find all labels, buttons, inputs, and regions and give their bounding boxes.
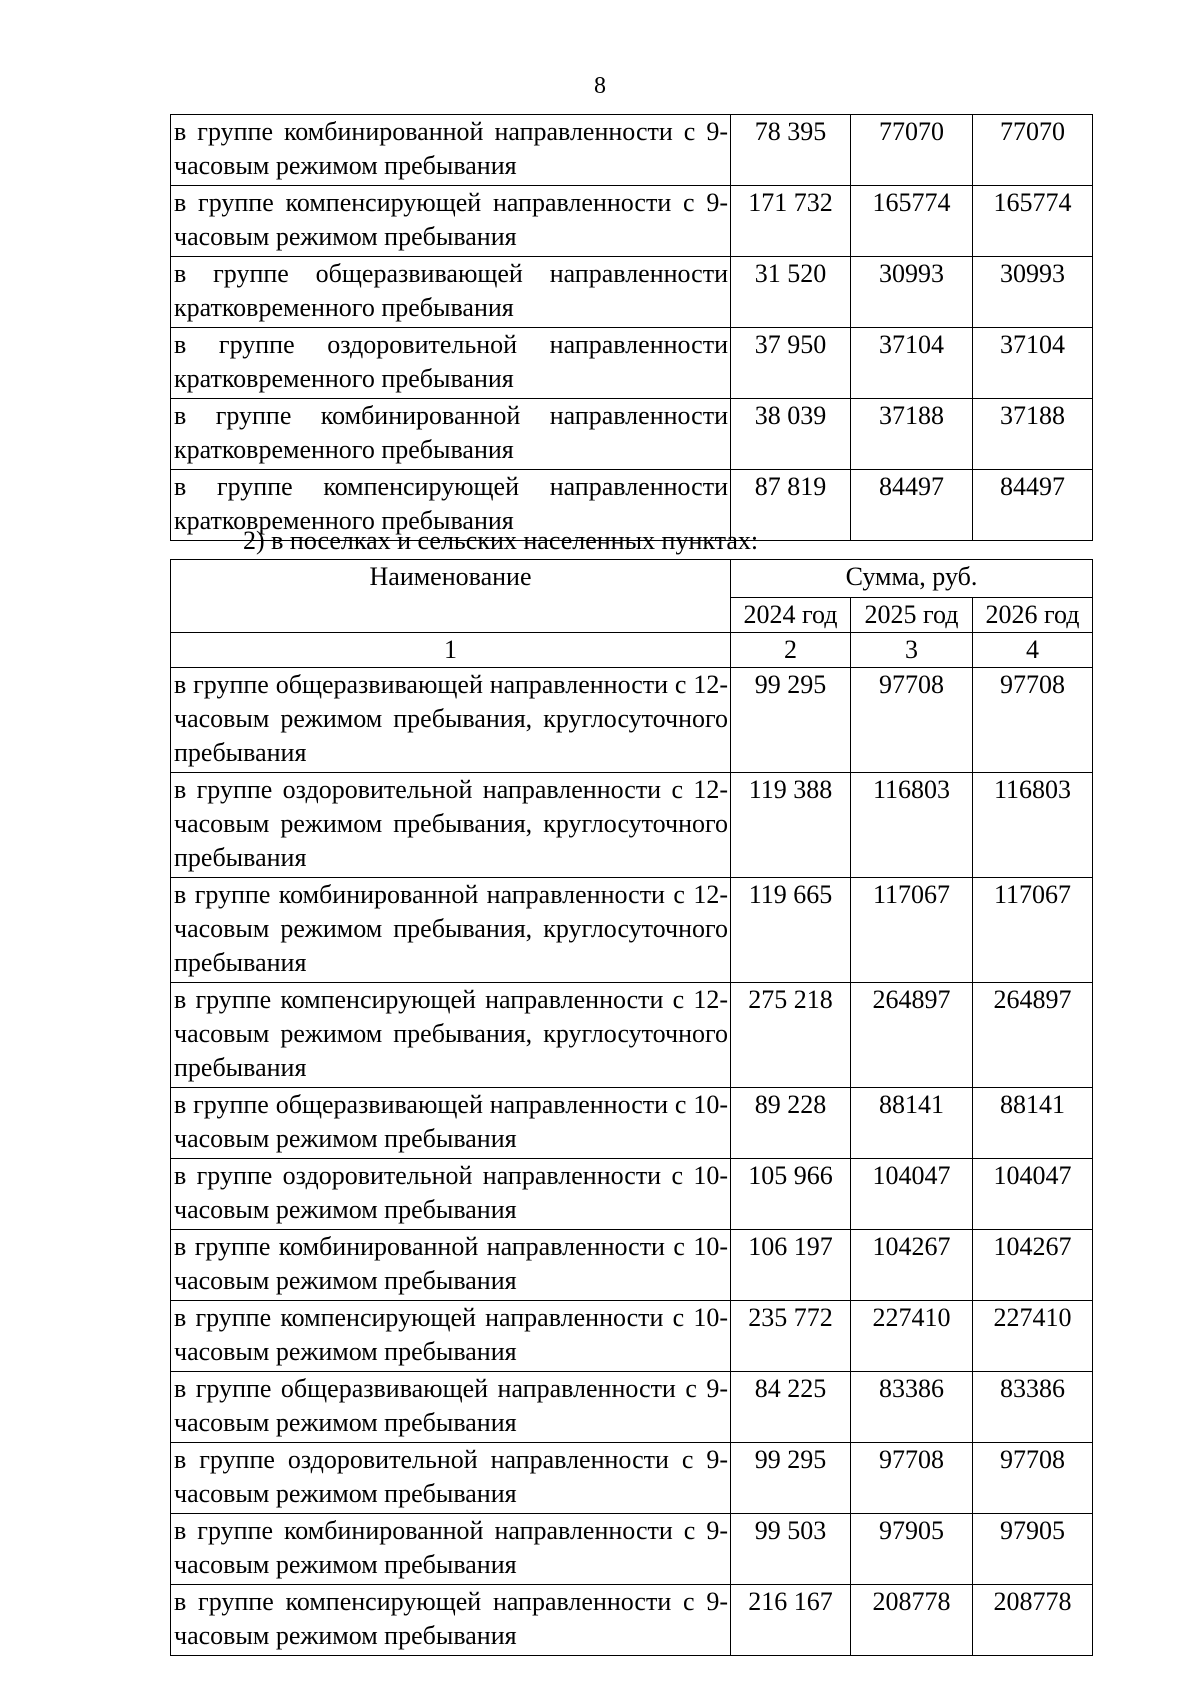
row-name: в группе компенсирующей направленности с 10-часовым режимом пребывания	[171, 1301, 731, 1372]
table-row	[171, 1230, 1093, 1301]
value-2024: 89 228	[731, 1088, 851, 1159]
value-2025: 165774	[851, 186, 973, 257]
value-2026: 116803	[973, 773, 1093, 878]
value-2024: 105 966	[731, 1159, 851, 1230]
table-row	[171, 983, 1093, 1088]
value-2026: 117067	[973, 878, 1093, 983]
value-2026: 104267	[973, 1230, 1093, 1301]
value-2024: 171 732	[731, 186, 851, 257]
table-row	[171, 115, 1093, 186]
row-name: в группе компенсирующей направленности с 9-часовым режимом пребывания	[171, 1585, 731, 1656]
row-name: в группе оздоровительной направленности с 9-часовым режимом пребывания	[171, 1443, 731, 1514]
header-sum: Сумма, руб.	[731, 560, 1093, 598]
value-2025: 117067	[851, 878, 973, 983]
value-2026: 97708	[973, 1443, 1093, 1514]
row-name: в группе общеразвивающей направленности кратковременного пребывания	[171, 257, 731, 328]
table-row	[171, 257, 1093, 328]
table-row	[171, 1372, 1093, 1443]
header-name: Наименование	[171, 560, 731, 633]
value-2025: 83386	[851, 1372, 973, 1443]
row-name: в группе общеразвивающей направленности с 9-часовым режимом пребывания	[171, 1372, 731, 1443]
value-2024: 216 167	[731, 1585, 851, 1656]
table-row	[171, 1443, 1093, 1514]
value-2025: 97905	[851, 1514, 973, 1585]
value-2026: 264897	[973, 983, 1093, 1088]
value-2026: 83386	[973, 1372, 1093, 1443]
value-2024: 31 520	[731, 257, 851, 328]
value-2024: 119 388	[731, 773, 851, 878]
value-2026: 165774	[973, 186, 1093, 257]
header-year: 2024 год	[731, 598, 851, 633]
column-number: 2	[731, 633, 851, 668]
value-2026: 97708	[973, 668, 1093, 773]
value-2024: 235 772	[731, 1301, 851, 1372]
value-2025: 227410	[851, 1301, 973, 1372]
value-2025: 264897	[851, 983, 973, 1088]
value-2025: 97708	[851, 668, 973, 773]
table-row	[171, 328, 1093, 399]
value-2024: 87 819	[731, 470, 851, 541]
value-2024: 84 225	[731, 1372, 851, 1443]
value-2024: 99 295	[731, 668, 851, 773]
row-name: в группе общеразвивающей направленности с 12-часовым режимом пребывания, круглосуточного пребывания	[171, 668, 731, 773]
value-2026: 30993	[973, 257, 1093, 328]
value-2024: 119 665	[731, 878, 851, 983]
value-2026: 227410	[973, 1301, 1093, 1372]
value-2025: 37104	[851, 328, 973, 399]
value-2025: 37188	[851, 399, 973, 470]
row-name: в группе оздоровительной направленности с 10-часовым режимом пребывания	[171, 1159, 731, 1230]
table-row	[171, 668, 1093, 773]
row-name: в группе компенсирующей направленности с 9-часовым режимом пребывания	[171, 186, 731, 257]
row-name: в группе комбинированной направленности с 9-часовым режимом пребывания	[171, 115, 731, 186]
table-row	[171, 1159, 1093, 1230]
value-2026: 104047	[973, 1159, 1093, 1230]
column-number: 1	[171, 633, 731, 668]
row-name: в группе комбинированной направленности с 10-часовым режимом пребывания	[171, 1230, 731, 1301]
row-name: в группе оздоровительной направленности с 12-часовым режимом пребывания, круглосуточного пребывания	[171, 773, 731, 878]
main-table	[170, 559, 1093, 1656]
header-year: 2026 год	[973, 598, 1093, 633]
value-2025: 84497	[851, 470, 973, 541]
value-2025: 88141	[851, 1088, 973, 1159]
top-table	[170, 114, 1093, 541]
row-name: в группе комбинированной направленности с 9-часовым режимом пребывания	[171, 1514, 731, 1585]
value-2024: 99 503	[731, 1514, 851, 1585]
table-row	[171, 186, 1093, 257]
value-2024: 37 950	[731, 328, 851, 399]
value-2026: 37104	[973, 328, 1093, 399]
table-row	[171, 1585, 1093, 1656]
value-2026: 84497	[973, 470, 1093, 541]
value-2025: 104047	[851, 1159, 973, 1230]
header-year: 2025 год	[851, 598, 973, 633]
row-name: в группе оздоровительной направленности кратковременного пребывания	[171, 328, 731, 399]
table-row	[171, 1301, 1093, 1372]
value-2026: 97905	[973, 1514, 1093, 1585]
value-2024: 78 395	[731, 115, 851, 186]
value-2025: 116803	[851, 773, 973, 878]
row-name: в группе комбинированной направленности с 12-часовым режимом пребывания, круглосуточного пребывания	[171, 878, 731, 983]
value-2024: 99 295	[731, 1443, 851, 1514]
column-number: 4	[973, 633, 1093, 668]
value-2024: 106 197	[731, 1230, 851, 1301]
table-row	[171, 878, 1093, 983]
value-2025: 208778	[851, 1585, 973, 1656]
row-name: в группе компенсирующей направленности кратковременного пребывания	[171, 470, 731, 541]
value-2024: 275 218	[731, 983, 851, 1088]
value-2026: 77070	[973, 115, 1093, 186]
value-2025: 30993	[851, 257, 973, 328]
value-2026: 37188	[973, 399, 1093, 470]
value-2024: 38 039	[731, 399, 851, 470]
table-row	[171, 1088, 1093, 1159]
value-2025: 77070	[851, 115, 973, 186]
value-2026: 208778	[973, 1585, 1093, 1656]
page-number: 8	[594, 73, 606, 99]
section-title: 2) в поселках и сельских населенных пунктах:	[243, 526, 759, 555]
table-row	[171, 399, 1093, 470]
table-row	[171, 773, 1093, 878]
row-name: в группе общеразвивающей направленности с 10-часовым режимом пребывания	[171, 1088, 731, 1159]
value-2025: 97708	[851, 1443, 973, 1514]
value-2025: 104267	[851, 1230, 973, 1301]
table-row	[171, 1514, 1093, 1585]
value-2026: 88141	[973, 1088, 1093, 1159]
column-number: 3	[851, 633, 973, 668]
row-name: в группе комбинированной направленности кратковременного пребывания	[171, 399, 731, 470]
row-name: в группе компенсирующей направленности с 12-часовым режимом пребывания, круглосуточного пребывания	[171, 983, 731, 1088]
